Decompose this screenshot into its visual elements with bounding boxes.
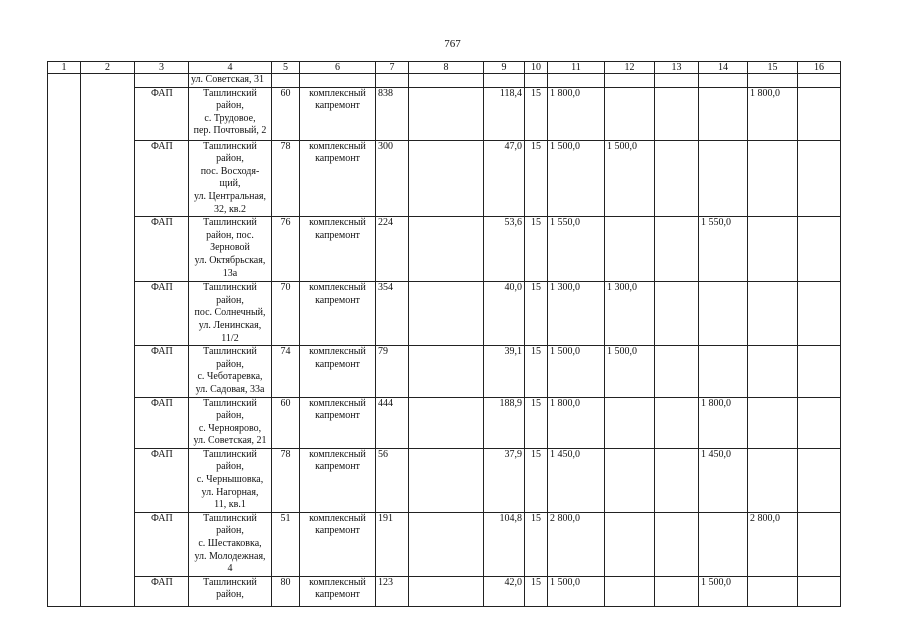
table-cell [655, 74, 699, 88]
work-type-cell [300, 140, 376, 217]
amount-cell: 2 800,0 [548, 512, 605, 576]
amount-cell: 1 300,0 [548, 282, 605, 346]
table-cell [409, 87, 484, 140]
amount-cell: 1 800,0 [748, 87, 798, 140]
column-header: 9 [484, 62, 525, 74]
amount-cell [798, 346, 841, 397]
amount-cell [798, 512, 841, 576]
table-row [48, 397, 841, 448]
area-cell: 53,6 [484, 217, 525, 282]
amount-cell [798, 282, 841, 346]
amount-cell: 1 500,0 [548, 346, 605, 397]
address-line: Ташлинский [203, 87, 257, 99]
work-type-line: комплексный [309, 140, 366, 152]
amount-cell [798, 140, 841, 217]
amount-cell [605, 576, 655, 606]
work-type-line: комплексный [309, 512, 366, 524]
table-cell: 15 [525, 140, 548, 217]
table-cell: 15 [525, 397, 548, 448]
capacity-cell: 60 [272, 87, 300, 140]
address-line: район, [216, 461, 244, 473]
capacity-cell: 76 [272, 217, 300, 282]
facility-type-cell: ФАП [135, 576, 189, 606]
amount-cell [655, 512, 699, 576]
address-line: Ташлинский [203, 346, 257, 358]
table-cell [376, 74, 409, 88]
amount-cell [798, 448, 841, 512]
address-line: щий, [219, 178, 241, 190]
area-cell: 40,0 [484, 282, 525, 346]
work-type-line: комплексный [309, 217, 366, 229]
amount-cell: 1 500,0 [699, 576, 748, 606]
column-header: 13 [655, 62, 699, 74]
amount-cell [655, 448, 699, 512]
table-cell: 15 [525, 282, 548, 346]
facility-type-cell: ФАП [135, 87, 189, 140]
address-line: Ташлинский [203, 397, 257, 409]
work-type-cell [300, 448, 376, 512]
address-line: с. Черноярово, [198, 422, 262, 434]
table-row [48, 87, 841, 140]
table-cell [409, 512, 484, 576]
address-line: ул. Нагорная, [201, 486, 259, 498]
amount-cell [699, 140, 748, 217]
table-cell: 15 [525, 87, 548, 140]
address-line: район, [216, 410, 244, 422]
area-cell: 47,0 [484, 140, 525, 217]
table-cell: 191 [376, 512, 409, 576]
amount-cell [655, 576, 699, 606]
work-type-line: капремонт [315, 153, 360, 165]
table-row [48, 448, 841, 512]
address-line: с. Шестаковка, [198, 538, 262, 550]
facility-type-cell: ФАП [135, 512, 189, 576]
table-cell [409, 448, 484, 512]
column-header: 11 [548, 62, 605, 74]
address-line: Ташлинский [203, 448, 257, 460]
address-line: ул. Ленинская, [198, 319, 262, 331]
table-cell [409, 576, 484, 606]
address-line: ул. Молодежная, [194, 550, 266, 562]
amount-cell [605, 397, 655, 448]
capacity-cell: 78 [272, 448, 300, 512]
table-cell [409, 74, 484, 88]
area-cell: 42,0 [484, 576, 525, 606]
address-cell [189, 282, 272, 346]
capacity-cell: 70 [272, 282, 300, 346]
address-line: 11, кв.1 [214, 499, 246, 511]
address-line: с. Чернышовка, [196, 474, 264, 486]
table-row [48, 217, 841, 282]
facility-type-cell: ФАП [135, 282, 189, 346]
address-line: Ташлинский [203, 512, 257, 524]
work-type-line: капремонт [315, 229, 360, 241]
table-cell [484, 74, 525, 88]
column-header: 3 [135, 62, 189, 74]
table-cell: 123 [376, 576, 409, 606]
amount-cell [655, 397, 699, 448]
table-cell: 79 [376, 346, 409, 397]
capacity-cell: 74 [272, 346, 300, 397]
amount-cell [699, 87, 748, 140]
amount-cell [699, 512, 748, 576]
amount-cell: 1 300,0 [605, 282, 655, 346]
table-cell [272, 74, 300, 88]
amount-cell [798, 87, 841, 140]
work-type-cell [300, 217, 376, 282]
merged-cell-col1 [48, 74, 81, 607]
address-cell [189, 87, 272, 140]
table-cell [409, 217, 484, 282]
address-line: район, [216, 294, 244, 306]
table-row [48, 512, 841, 576]
area-cell: 188,9 [484, 397, 525, 448]
work-type-line: капремонт [315, 100, 360, 112]
address-line: 32, кв.2 [213, 203, 247, 215]
amount-cell [605, 512, 655, 576]
amount-cell: 1 500,0 [548, 576, 605, 606]
table-cell: 15 [525, 512, 548, 576]
work-type-line: капремонт [315, 589, 360, 601]
table-cell [605, 74, 655, 88]
address-line: с. Трудовое, [204, 112, 256, 124]
amount-cell: 1 550,0 [699, 217, 748, 282]
amount-cell [748, 346, 798, 397]
work-type-cell [300, 346, 376, 397]
table-cell: 15 [525, 217, 548, 282]
table-cell [525, 74, 548, 88]
table-cell: 56 [376, 448, 409, 512]
address-line: район, [216, 100, 244, 112]
area-cell: 37,9 [484, 448, 525, 512]
table-row [48, 346, 841, 397]
capacity-cell: 51 [272, 512, 300, 576]
column-header: 5 [272, 62, 300, 74]
work-type-line: капремонт [315, 358, 360, 370]
header-row [48, 62, 841, 74]
address-cell [189, 576, 272, 606]
table-cell [409, 346, 484, 397]
area-cell: 118,4 [484, 87, 525, 140]
table-cell: 354 [376, 282, 409, 346]
amount-cell [798, 217, 841, 282]
amount-cell: 2 800,0 [748, 512, 798, 576]
amount-cell [748, 397, 798, 448]
amount-cell [699, 346, 748, 397]
work-type-line: комплексный [309, 282, 366, 294]
amount-cell [605, 87, 655, 140]
column-header: 10 [525, 62, 548, 74]
amount-cell [655, 282, 699, 346]
facility-type-cell: ФАП [135, 448, 189, 512]
amount-cell: 1 550,0 [548, 217, 605, 282]
work-type-line: комплексный [309, 397, 366, 409]
facility-type-cell: ФАП [135, 346, 189, 397]
table-cell [548, 74, 605, 88]
amount-cell [798, 576, 841, 606]
work-type-line: капремонт [315, 525, 360, 537]
amount-cell [655, 140, 699, 217]
amount-cell: 1 800,0 [699, 397, 748, 448]
data-table [47, 61, 841, 607]
address-cell [189, 512, 272, 576]
address-line: район, [216, 589, 244, 601]
address-line: ул. Центральная, [193, 190, 267, 202]
facility-type-cell: ФАП [135, 217, 189, 282]
amount-cell: 1 500,0 [548, 140, 605, 217]
column-header: 4 [189, 62, 272, 74]
address-line: ул. Советская, 21 [193, 435, 267, 447]
column-header: 7 [376, 62, 409, 74]
amount-cell [748, 217, 798, 282]
address-line: район, пос. [206, 229, 254, 241]
address-line: пос. Солнечный, [194, 307, 266, 319]
address-cell [189, 346, 272, 397]
address-line: пер. Почтовый, 2 [193, 125, 267, 137]
address-line: ул. Садовая, 33а [195, 383, 265, 395]
table-cell: 15 [525, 448, 548, 512]
amount-cell [605, 217, 655, 282]
address-line: 13а [222, 267, 238, 279]
amount-cell: 1 800,0 [548, 87, 605, 140]
work-type-line: капремонт [315, 461, 360, 473]
address-cell [189, 448, 272, 512]
amount-cell [748, 448, 798, 512]
amount-cell: 1 800,0 [548, 397, 605, 448]
work-type-cell [300, 397, 376, 448]
table-cell: 15 [525, 346, 548, 397]
column-header: 14 [699, 62, 748, 74]
address-line: Ташлинский [203, 282, 257, 294]
table-cell [699, 74, 748, 88]
table-cell: 15 [525, 576, 548, 606]
address-line: Ташлинский [203, 576, 257, 588]
table-cell [300, 74, 376, 88]
table-row [48, 140, 841, 217]
amount-cell [655, 217, 699, 282]
table-cell: 224 [376, 217, 409, 282]
table-cell [748, 74, 798, 88]
address-cell [189, 217, 272, 282]
table-cell [798, 74, 841, 88]
work-type-cell [300, 512, 376, 576]
amount-cell [655, 346, 699, 397]
work-type-line: комплексный [309, 87, 366, 99]
address-line: 11/2 [221, 332, 239, 344]
area-cell: 104,8 [484, 512, 525, 576]
column-header: 1 [48, 62, 81, 74]
table-cell [409, 282, 484, 346]
work-type-cell [300, 282, 376, 346]
address-line: район, [216, 358, 244, 370]
table-row [48, 576, 841, 606]
table-row [48, 282, 841, 346]
table-cell: 444 [376, 397, 409, 448]
facility-type-cell: ФАП [135, 140, 189, 217]
address-line: район, [216, 153, 244, 165]
column-header: 15 [748, 62, 798, 74]
capacity-cell: 80 [272, 576, 300, 606]
address-line: район, [216, 525, 244, 537]
table-cell: 838 [376, 87, 409, 140]
table-cell [409, 397, 484, 448]
address-cell: ул. Советская, 31 [189, 74, 272, 88]
address-line: Зерновой [210, 242, 250, 254]
address-line: с. Чеботаревка, [197, 371, 263, 383]
data-table-container [47, 61, 840, 601]
address-line: Ташлинский [203, 217, 257, 229]
column-header: 16 [798, 62, 841, 74]
facility-type-cell: ФАП [135, 397, 189, 448]
work-type-line: комплексный [309, 576, 366, 588]
work-type-cell [300, 87, 376, 140]
amount-cell [798, 397, 841, 448]
amount-cell [605, 448, 655, 512]
address-cell [189, 397, 272, 448]
column-header: 6 [300, 62, 376, 74]
area-cell: 39,1 [484, 346, 525, 397]
capacity-cell: 78 [272, 140, 300, 217]
amount-cell [655, 87, 699, 140]
work-type-line: капремонт [315, 410, 360, 422]
work-type-line: комплексный [309, 448, 366, 460]
continuation-row [48, 74, 841, 88]
amount-cell: 1 500,0 [605, 140, 655, 217]
address-cell [189, 140, 272, 217]
table-cell [409, 140, 484, 217]
capacity-cell: 60 [272, 397, 300, 448]
column-header: 12 [605, 62, 655, 74]
work-type-line: капремонт [315, 294, 360, 306]
table-cell: 300 [376, 140, 409, 217]
table-cell [135, 74, 189, 88]
amount-cell [699, 282, 748, 346]
merged-cell-col2 [81, 74, 135, 607]
page-number: 767 [444, 38, 461, 50]
amount-cell: 1 450,0 [699, 448, 748, 512]
amount-cell [748, 282, 798, 346]
column-header: 2 [81, 62, 135, 74]
work-type-line: комплексный [309, 346, 366, 358]
address-line: ул. Октябрьская, [194, 254, 266, 266]
column-header: 8 [409, 62, 484, 74]
amount-cell: 1 450,0 [548, 448, 605, 512]
address-line: Ташлинский [203, 140, 257, 152]
address-line: 4 [227, 563, 233, 575]
address-line: пос. Восходя- [200, 165, 260, 177]
work-type-cell [300, 576, 376, 606]
amount-cell [748, 140, 798, 217]
amount-cell: 1 500,0 [605, 346, 655, 397]
amount-cell [748, 576, 798, 606]
